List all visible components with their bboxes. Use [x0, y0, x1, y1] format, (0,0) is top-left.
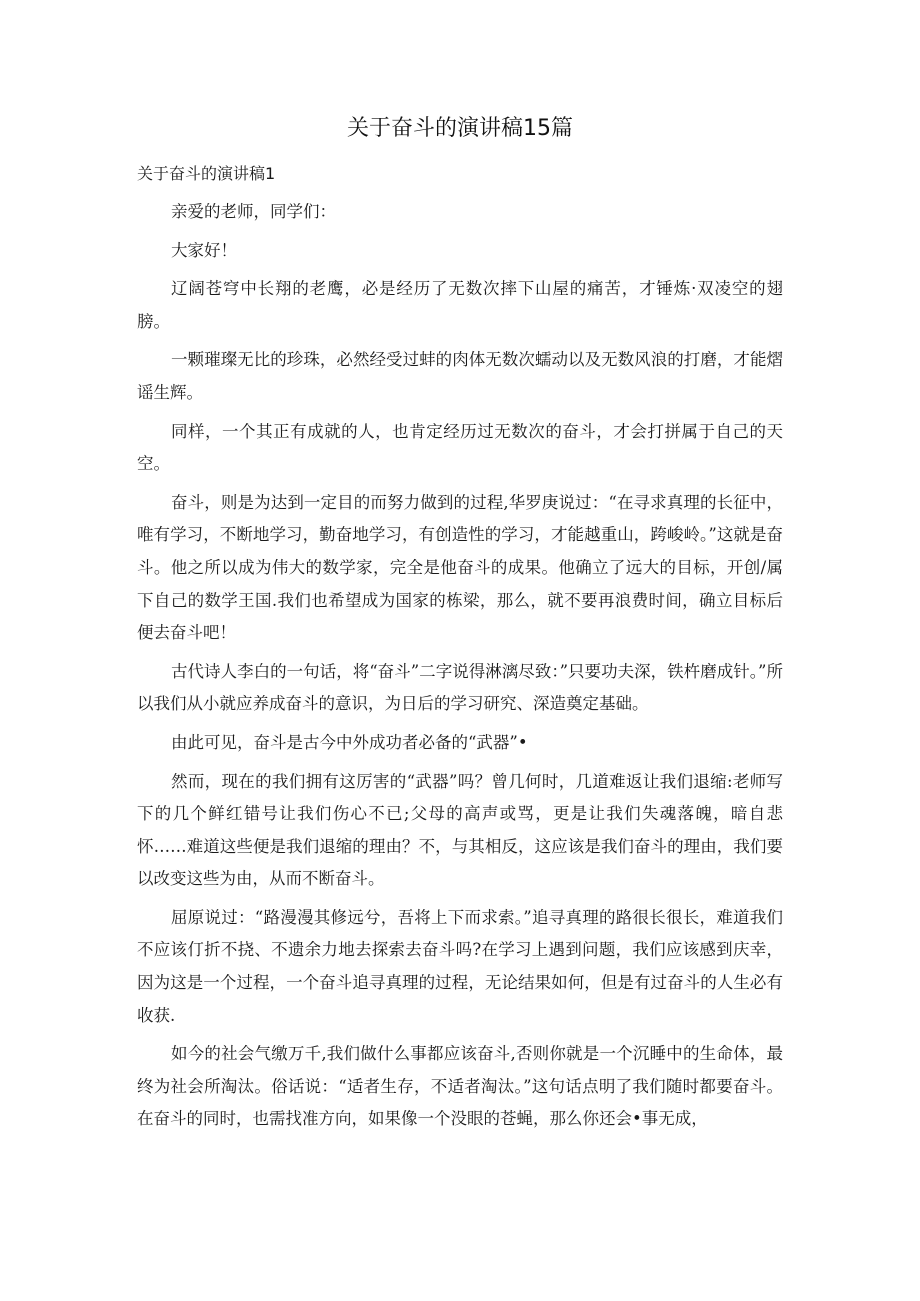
paragraph: 古代诗人李白的一句话，将“奋斗”二字说得淋漓尽致：”只要功夫深，铁杵磨成针。”所以我们从小就应养成奋斗的意识，为日后的学习研究、深造奠定基础。 — [137, 661, 783, 714]
paragraph: 由此可见，奋斗是古今中外成功者必备的“武器”• — [171, 732, 528, 752]
paragraph-greeting: 大家好！ — [171, 240, 237, 260]
paragraph: 一颗璀璨无比的珍珠，必然经受过蚌的肉体无数次蠕动以及无数风浪的打磨，才能熠谣生辉。 — [137, 350, 783, 402]
paragraph: 同样，一个其正有成就的人，也肯定经历过无数次的奋斗，才会打拼属于自己的天空。 — [137, 421, 783, 474]
paragraph: 屈原说过：“路漫漫其修远兮，吾将上下而求索。”追寻真理的路很长很长，难道我们不应该仃折不挠、不遗余力地去探索去奋斗吗?在学习上遇到问题，我们应该感到庆幸，因为这是一个过程，一个奋斗追寻真理的过程，无论结果如何，但是有过奋斗的人生必有收获. — [137, 907, 783, 1025]
paragraph-salutation: 亲爱的老师，同学们： — [171, 202, 336, 221]
paragraph: 然而，现在的我们拥有这厉害的“武器”吗？曾几何时，几道难返让我们退缩:老师写下的几个鲜红错号让我们伤心不已;父母的高声或骂，更是让我们失魂落魄，暗自悲怀……难道这些便是我们退缩的理由？不，与其相反，这应该是我们奋斗的理由，我们要以改变这些为由，从而不断奋斗。 — [137, 771, 783, 889]
paragraph: 辽阔苍穹中长翔的老鹰，必是经历了无数次摔下山屋的痛苦，才锤炼·双凌空的翅膀。 — [137, 279, 783, 331]
document-title: 关于奋斗的演讲稿15篇 — [347, 116, 573, 141]
paragraph: 如今的社会气缴万千,我们做什么事都应该奋斗,否则你就是一个沉睡中的生命体，最终为社会所淘汰。俗话说：“适者生存，不适者淘汰。”这句话点明了我们随时都要奋斗。在奋斗的同时，也需找准方向，如果像一个没眼的苍蝇，那么你还会•事无成， — [137, 1044, 783, 1129]
speech-body — [137, 196, 783, 1142]
section-heading: 关于奋斗的演讲稿1 — [137, 164, 276, 183]
paragraph: 奋斗，则是为达到一定目的而努力做到的过程,华罗庚说过：“在寻求真理的长征中，唯有学习，不断地学习，勤奋地学习，有创造性的学习，才能越重山，跨峻岭。”这就是奋斗。他之所以成为伟大的数学家，完全是他奋斗的成果。他确立了远大的目标，开创/属下自己的数学王国.我们也希望成为国家的栋梁，那么，就不要再浪费时间，确立目标后便去奋斗吧！ — [137, 492, 783, 643]
